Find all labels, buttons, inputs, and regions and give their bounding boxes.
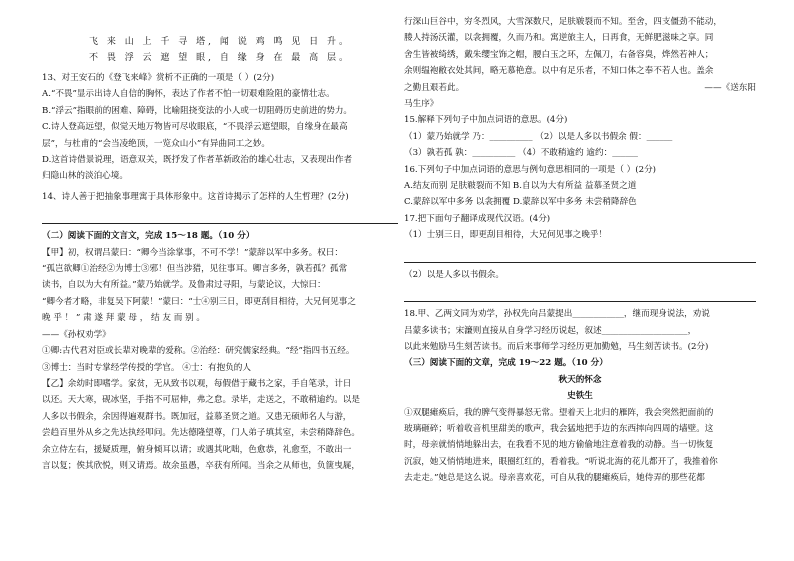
article-paragraph-line: 玻璃砸碎；听着收音机里甜美的歌声，我会猛地把手边的东西摔向四周的墙壁。这 xyxy=(404,423,714,434)
passage-yi-line: 以还。天大寒，砚冰坚，手指不可屈伸，弗之怠。录毕，走送之，不敢稍逾约。以是 xyxy=(42,395,360,406)
question-18-cont: 吕蒙多读书；宋濂则直接从自身学习经历说起，叙述____________________， xyxy=(404,325,697,336)
option-d-cont: 归隐山林的淡泊心境。 xyxy=(42,171,128,182)
option-a: A.“不畏”显示出诗人自信的胸怀，表达了作者不怕一切艰难险阻的豪情壮志。 xyxy=(42,89,335,100)
passage-yi-source: ——《送东阳 xyxy=(704,82,756,93)
article-paragraph-line: 去走走。”她总是这么说。母亲喜欢花，可自从我的腿瘫痪后，她侍弄的那些花都 xyxy=(404,473,705,484)
question-16-row: A.结友而别 足肤皲裂而不知 B.自以为大有所益 益慕圣贤之道 xyxy=(404,181,637,192)
passage-yi-line: 【乙】余幼时即嗜学。家贫，无从致书以观，每假借于藏书之家，手自笔录，计日 xyxy=(42,378,352,389)
article-author: 史铁生 xyxy=(567,391,593,402)
passage-yi-line: 余立侍左右，援疑质理，俯身倾耳以请；或遇其叱咄，色愈恭，礼愈至，不敢出一 xyxy=(42,444,352,455)
question-18: 18.甲、乙两文同为劝学，孙权先向吕蒙提出____________，继而现身说法，劝说 xyxy=(404,309,710,320)
poem-line: 飞 来 山 上 千 寻 塔, 闻 说 鸡 鸣 见 日 升。 xyxy=(88,37,352,47)
section-3-heading: （三）阅读下面的文章，完成 19～22 题。（10 分） xyxy=(404,358,608,369)
question-17-item: （2）以是人多以书假余。 xyxy=(404,269,504,280)
question-16-row: C.蒙辞以军中多务 以衾拥覆 D.蒙辞以军中多务 未尝稍降辞色 xyxy=(404,197,637,208)
question-16: 16.下列句子中加点词语的意思与例句意思相同的一项是（ ）(2分) xyxy=(404,164,657,175)
right-column xyxy=(404,14,756,487)
answer-line xyxy=(404,250,756,263)
passage-jia-line: 读书，自以为大有所益。”蒙乃始就学。及鲁肃过寻阳，与蒙论议，大惊曰： xyxy=(42,280,326,291)
passage-yi-line: 尝趋百里外从乡之先达执经叩问。先达德隆望尊，门人弟子填其室，未尝稍降辞色。 xyxy=(42,428,360,439)
answer-line xyxy=(42,211,398,224)
option-d: D.这首诗借景说理，语意双关，既抒发了作者革新政治的雄心壮志，又表现出作者 xyxy=(42,155,353,166)
passage-yi-end: 之勤且艰若此。 xyxy=(404,82,465,93)
article-title: 秋天的怀念 xyxy=(558,374,602,385)
passage-jia-line: 晚 乎 ！ ” 肃 遂 拜 蒙 母 ， 结 友 而 别 。 xyxy=(42,313,205,324)
article-paragraph-line: 沉寂，她又悄悄地进来，眼圈红红的，看着我。“听说北海的花儿都开了，我推着你 xyxy=(404,456,718,467)
section-2-heading: （二）阅读下面的文言文，完成 15～18 题。（10 分） xyxy=(42,231,255,242)
option-b: B.“浮云”指眼前的困难、障碍，比喻阻挠变法的小人或一切阻碍历史前进的势力。 xyxy=(42,105,353,116)
passage-yi-source-cont: 马生序》 xyxy=(404,99,439,110)
passage-jia-line: “孤岂欲卿①治经②为博士③邪！但当涉猎，见往事耳。卿言多务，孰若孤？孤常 xyxy=(42,264,348,275)
passage-yi-line: 媵人持汤沃灌，以衾拥覆，久而乃和。寓逆旅主人，日再食，无鲜肥滋味之享。同 xyxy=(404,33,714,44)
passage-yi-line: 余则缊袍敝衣处其间，略无慕艳意。以中有足乐者，不知口体之奉不若人也。盖余 xyxy=(404,66,714,77)
poem-line: 不 畏 浮 云 遮 望 眼, 自 缘 身 在 最 高 层。 xyxy=(88,53,352,63)
footnote: ③博士：当时专掌经学传授的学官。 ④士：有抱负的人 xyxy=(42,362,251,373)
passage-jia-source: ——《孙权劝学》 xyxy=(42,329,111,340)
question-18-cont: 以此来勉励马生刻苦读书。而后来事师学习经历更加勤勉，马生刻苦读书。(2分) xyxy=(404,341,709,352)
footnote: ①卿:古代君对臣或长辈对晚辈的爱称。②治经：研究儒家经典。“经”指四书五经。 xyxy=(42,346,355,357)
question-15: 15.解释下列句子中加点词语的意思。(4分) xyxy=(404,115,568,126)
question-13: 13、对王安石的《登飞来峰》赏析不正确的一项是（ ）(2分) xyxy=(42,73,275,83)
article-paragraph-line: 时，母亲就悄悄地躲出去，在我看不见的地方偷偷地注意着我的动静。当一切恢复 xyxy=(404,440,714,451)
passage-jia-line: 【甲】初，权谓吕蒙曰：“卿今当涂掌事，不可不学！”蒙辞以军中多务。权曰： xyxy=(42,247,343,258)
question-17-item: （1）士别三日，即更刮目相待，大兄何见事之晚乎！ xyxy=(404,230,608,241)
option-c: C.诗人登高远望，似觉天地万物皆可尽收眼底，“不畏浮云遮望眼，自缘身在最高 xyxy=(42,122,348,133)
option-c-cont: 层”，与杜甫的“会当凌绝顶，一览众山小”有异曲同工之妙。 xyxy=(42,138,271,149)
question-15-row: （3）孰若孤 孰：__________ （4）不敢稍逾约 逾约：______ xyxy=(404,148,638,159)
answer-line xyxy=(404,289,756,302)
left-column xyxy=(42,34,398,474)
question-14: 14、诗人善于把抽象事理寓于具体形象中。这首诗揭示了怎样的人生哲理？(2分) xyxy=(42,191,349,202)
passage-yi-line: 言以复；俟其欣悦，则又请焉。故余虽愚，卒获有所闻。当余之从师也，负箧曳屣， xyxy=(42,460,360,471)
article-paragraph-line: ①双腿瘫痪后，我的脾气变得暴怒无常。望着天上北归的雁阵，我会突然把面前的 xyxy=(404,407,714,418)
passage-yi-line: 舍生皆被绮绣，戴朱缨宝饰之帽，腰白玉之环，左佩刀，右备容臭，烨然若神人； xyxy=(404,49,714,60)
question-17: 17.把下面句子翻译成现代汉语。(4分) xyxy=(404,213,551,224)
question-15-row: （1）蒙乃始就学 乃：__________ （2）以是人多以书假余 假：______ xyxy=(404,131,673,142)
passage-yi-line: 人多以书假余，余因得遍观群书。既加冠，益慕圣贤之道。又患无硕师名人与游， xyxy=(42,411,352,422)
passage-jia-line: “卿今者才略，非复吴下阿蒙！”蒙曰：“士④别三日，即更刮目相待，大兄何见事之 xyxy=(42,296,356,307)
passage-yi-line: 行深山巨谷中，穷冬烈风，大雪深数尺，足肤皲裂而不知。至舍，四支僵劲不能动， xyxy=(404,17,722,27)
passage-yi-line xyxy=(404,80,756,96)
